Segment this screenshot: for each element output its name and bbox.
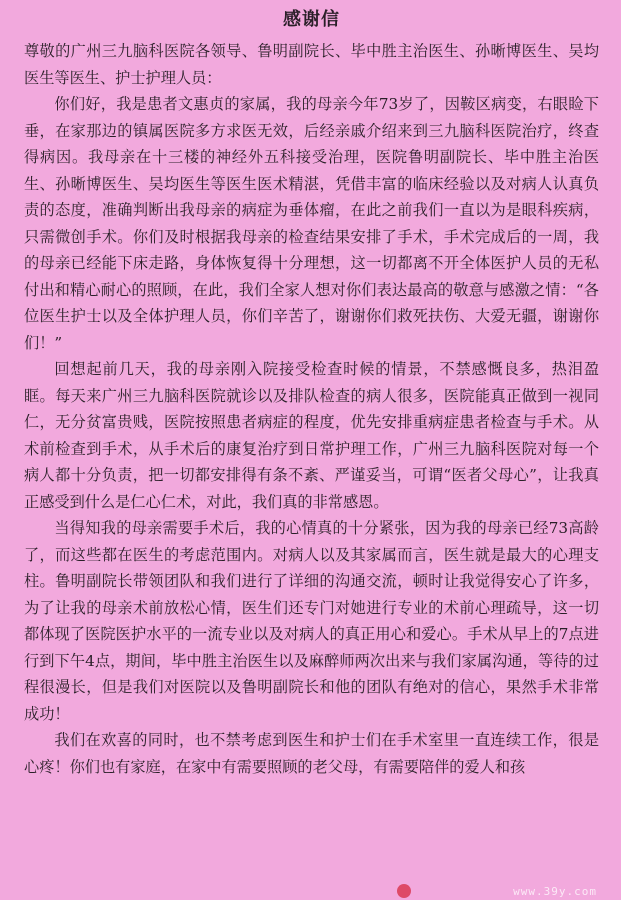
red-seal-icon [397,884,411,898]
site-watermark: www.39y.com [513,885,597,898]
letter-paragraph-1: 你们好，我是患者文惠贞的家属，我的母亲今年73岁了，因鞍区病变，右眼睑下垂，在家那边的镇属医院多方求医无效，后经亲戚介绍来到三九脑科医院治疗，终查得病因。我母亲在十三楼的神经外五科接受治理，医院鲁明副院长、毕中胜主治医生、孙晰博医生、吴均医生等医生医术精湛，凭借丰富的临床经验以及对病人认真负责的态度，准确判断出我母亲的病症为垂体瘤，在此之前我们一直以为是眼科疾病，只需微创手术。你们及时根据我母亲的检查结果安排了手术，手术完成后的一周，我的母亲已经能下床走路，身体恢复得十分理想，这一切都离不开全体医护人员的无私付出和精心耐心的照顾，在此，我们全家人想对你们表达最高的敬意与感激之情：“各位医生护士以及全体护理人员，你们辛苦了，谢谢你们救死扶伤、大爱无疆，谢谢你们！” [24,95,599,352]
letter-paragraph-2: 回想起前几天，我的母亲刚入院接受检查时候的情景，不禁感慨良多，热泪盈眶。每天来广州三九脑科医院就诊以及排队检查的病人很多，医院能真正做到一视同仁，无分贫富贵贱，医院按照患者病症的程度，优先安排重病症患者检查与手术。从术前检查到手术，从手术后的康复治疗到日常护理工作，广州三九脑科医院对每一个病人都十分负责，把一切都安排得有条不紊、严谨妥当，可谓“医者父母心”，让我真正感受到什么是仁心仁术，对此，我们真的非常感恩。 [24,360,599,511]
letter-title: 感谢信 [283,9,340,30]
letter-paragraph-4: 我们在欢喜的同时，也不禁考虑到医生和护士们在手术室里一直连续工作，很是心疼！你们也有家庭，在家中有需要照顾的老父母，有需要陪伴的爱人和孩 [24,731,599,776]
letter-greeting: 尊敬的广州三九脑科医院各领导、鲁明副院长、毕中胜主治医生、孙晰博医生、吴均医生等医生、护士护理人员： [24,42,599,87]
letter-paragraph-3: 当得知我的母亲需要手术后，我的心情真的十分紧张，因为我的母亲已经73高龄了，而这些都在医生的考虑范围内。对病人以及其家属而言，医生就是最大的心理支柱。鲁明副院长带领团队和我们进行了详细的沟通交流，顿时让我觉得安心了许多，为了让我的母亲术前放松心情，医生们还专门对她进行专业的术前心理疏导，这一切都体现了医院医护水平的一流专业以及对病人的真正用心和爱心。手术从早上的7点进行到下午4点，期间，毕中胜主治医生以及麻醉师两次出来与我们家属沟通，等待的过程很漫长，但是我们对医院以及鲁明副院长和他的团队有绝对的信心，果然手术非常成功！ [24,519,599,723]
